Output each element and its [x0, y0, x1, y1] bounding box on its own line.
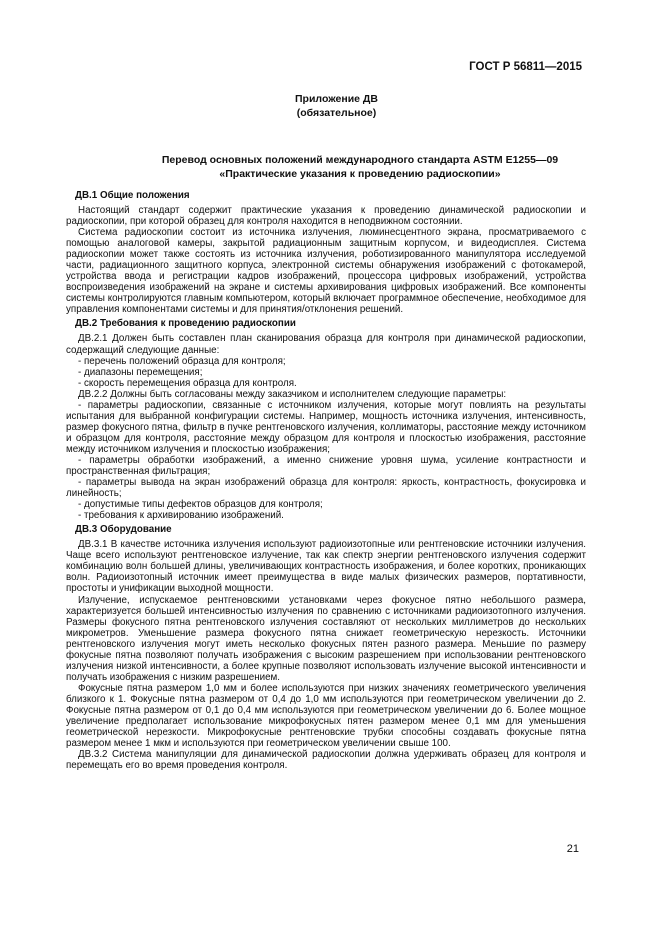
document-title — [60, 153, 660, 181]
section-heading: ДВ.2 Требования к проведению радиоскопии — [75, 318, 296, 330]
title-line-1: Перевод основных положений международного стандарта ASTM E1255—09 — [161, 154, 559, 166]
page-number: 21 — [566, 843, 579, 855]
paragraph: - параметры обработки изображений, а именно снижение уровня шума, усиление контрастности и пространственная фильтрация; — [66, 454, 586, 478]
standard-header: ГОСТ Р 56811—2015 — [469, 61, 582, 73]
list-item: - диапазоны перемещения; — [78, 366, 203, 378]
appendix-heading — [0, 92, 661, 120]
paragraph: - параметры радиоскопии, связанные с источником излучения, которые могут повлиять на результаты испытания для выбранной конфигурации системы. Например, мощность источника излучения, интенсивность, размер фокусного пятна, фильтр в пучке рентгеновского излучения, коллиматоры, расстояние между источником и образцом для контроля, расстояние между образцом для контроля и плоскостью изображения, расстояние между источником излучения и плоскостью изображения; — [66, 399, 586, 455]
paragraph: ДВ.2.2 Должны быть согласованы между заказчиком и исполнителем следующие параметры: — [78, 388, 507, 400]
paragraph: Система радиоскопии состоит из источника излучения, люминесцентного экрана, просматриваемого с помощью аналоговой камеры, закрытой радиационным защитным корпусом, и видеодисплея. Система радиоскопии может также состоять из источника излучения, роботизированного манипулятора исследуемой части, радиационного защитного корпуса, электронной системы обнаружения изображений с фотокамерой, устройства ввода и регистрации кадров изображений, процессора цифровых изображений, устройства воспроизведения изображений на экране и системы архивирования цифровых изображений. Все компоненты системы контролируются главным компьютером, который включает программное обеспечение, необходимое для управления компонентами системы и для принятия/отклонения решений. — [66, 227, 586, 316]
appendix-name: Приложение ДВ — [295, 93, 378, 105]
section-heading: ДВ.1 Общие положения — [75, 190, 190, 201]
list-item: - скорость перемещения образца для контроля. — [78, 377, 297, 389]
paragraph: Излучение, испускаемое рентгеновскими установками через фокусное пятно небольшого размера, характеризуется большей интенсивностью излучения по сравнению с источниками радиоизотопного излучения. Размеры фокусного пятна рентгеновского излучения составляют от нескольких миллиметров до нескольких микрометров. Уменьшение размера фокусного пятна снижает геометрическую нерезкость. Источники рентгеновского излучения могут иметь несколько фокусных пятен разного размера. Меньшие по размеру фокусные пятна позволяют получать изображения с высоким разрешением при использовании рентгеновского излучения низкой интенсивности, а более крупные позволяют использовать излучение высокой интенсивности и получать изображения с низким разрешением. — [66, 594, 586, 683]
title-line-2: «Практические указания к проведению радиоскопии» — [219, 168, 501, 180]
paragraph: - параметры вывода на экран изображений образца для контроля: яркость, контрастность, фокусировка и линейность; — [66, 477, 586, 500]
paragraph: ДВ.3.2 Система манипуляции для динамической радиоскопии должна удерживать образец для контроля и перемещать его во время проведения контроля. — [66, 749, 586, 772]
document-body — [66, 190, 586, 771]
paragraph: ДВ.2.1 Должен быть составлен план сканирования образца для контроля при динамической радиоскопии, содержащий следующие данные: — [66, 333, 586, 356]
list-item: - перечень положений образца для контроля; — [78, 355, 286, 367]
list-item: - требования к архивированию изображений. — [78, 510, 284, 522]
appendix-type: (обязательное) — [296, 107, 377, 119]
paragraph: Фокусные пятна размером 1,0 мм и более используются при низких значениях геометрического увеличения близкого к 1. Фокусные пятна размером от 0,4 до 1,0 мм используются при геометрическом увеличении до 2. Фокусные пятна размером от 0,1 до 0,4 мм используются при геометрическом увеличении до 6. Более мощное увеличение предполагает использование микрофокусных пятен размером менее 0,1 мм для уменьшения геометрической нерезкости. Микрофокусные рентгеновские трубки способны создавать фокусные пятна размером менее 1 мкм и используются при геометрическом увеличении свыше 100. — [66, 682, 586, 750]
list-item: - допустимые типы дефектов образцов для контроля; — [78, 499, 323, 511]
paragraph: ДВ.3.1 В качестве источника излучения используют радиоизотопные или рентгеновские источники излучения. Чаще всего используют рентгеновское излучение, так как спектр энергии рентгеновского излучения содержит комбинацию волн большей длины, увеличивающих контрастность изображения, и более коротких, проникающих волн. Радиоизотопный источник имеет преимущества в виде малых физических размеров, портативности, простоты и унификации выходной мощности. — [66, 539, 586, 595]
paragraph: Настоящий стандарт содержит практические указания к проведению динамической радиоскопии и радиоскопии, при которой образец для контроля находится в неподвижном состоянии. — [66, 205, 586, 228]
section-heading: ДВ.3 Оборудование — [75, 524, 172, 536]
